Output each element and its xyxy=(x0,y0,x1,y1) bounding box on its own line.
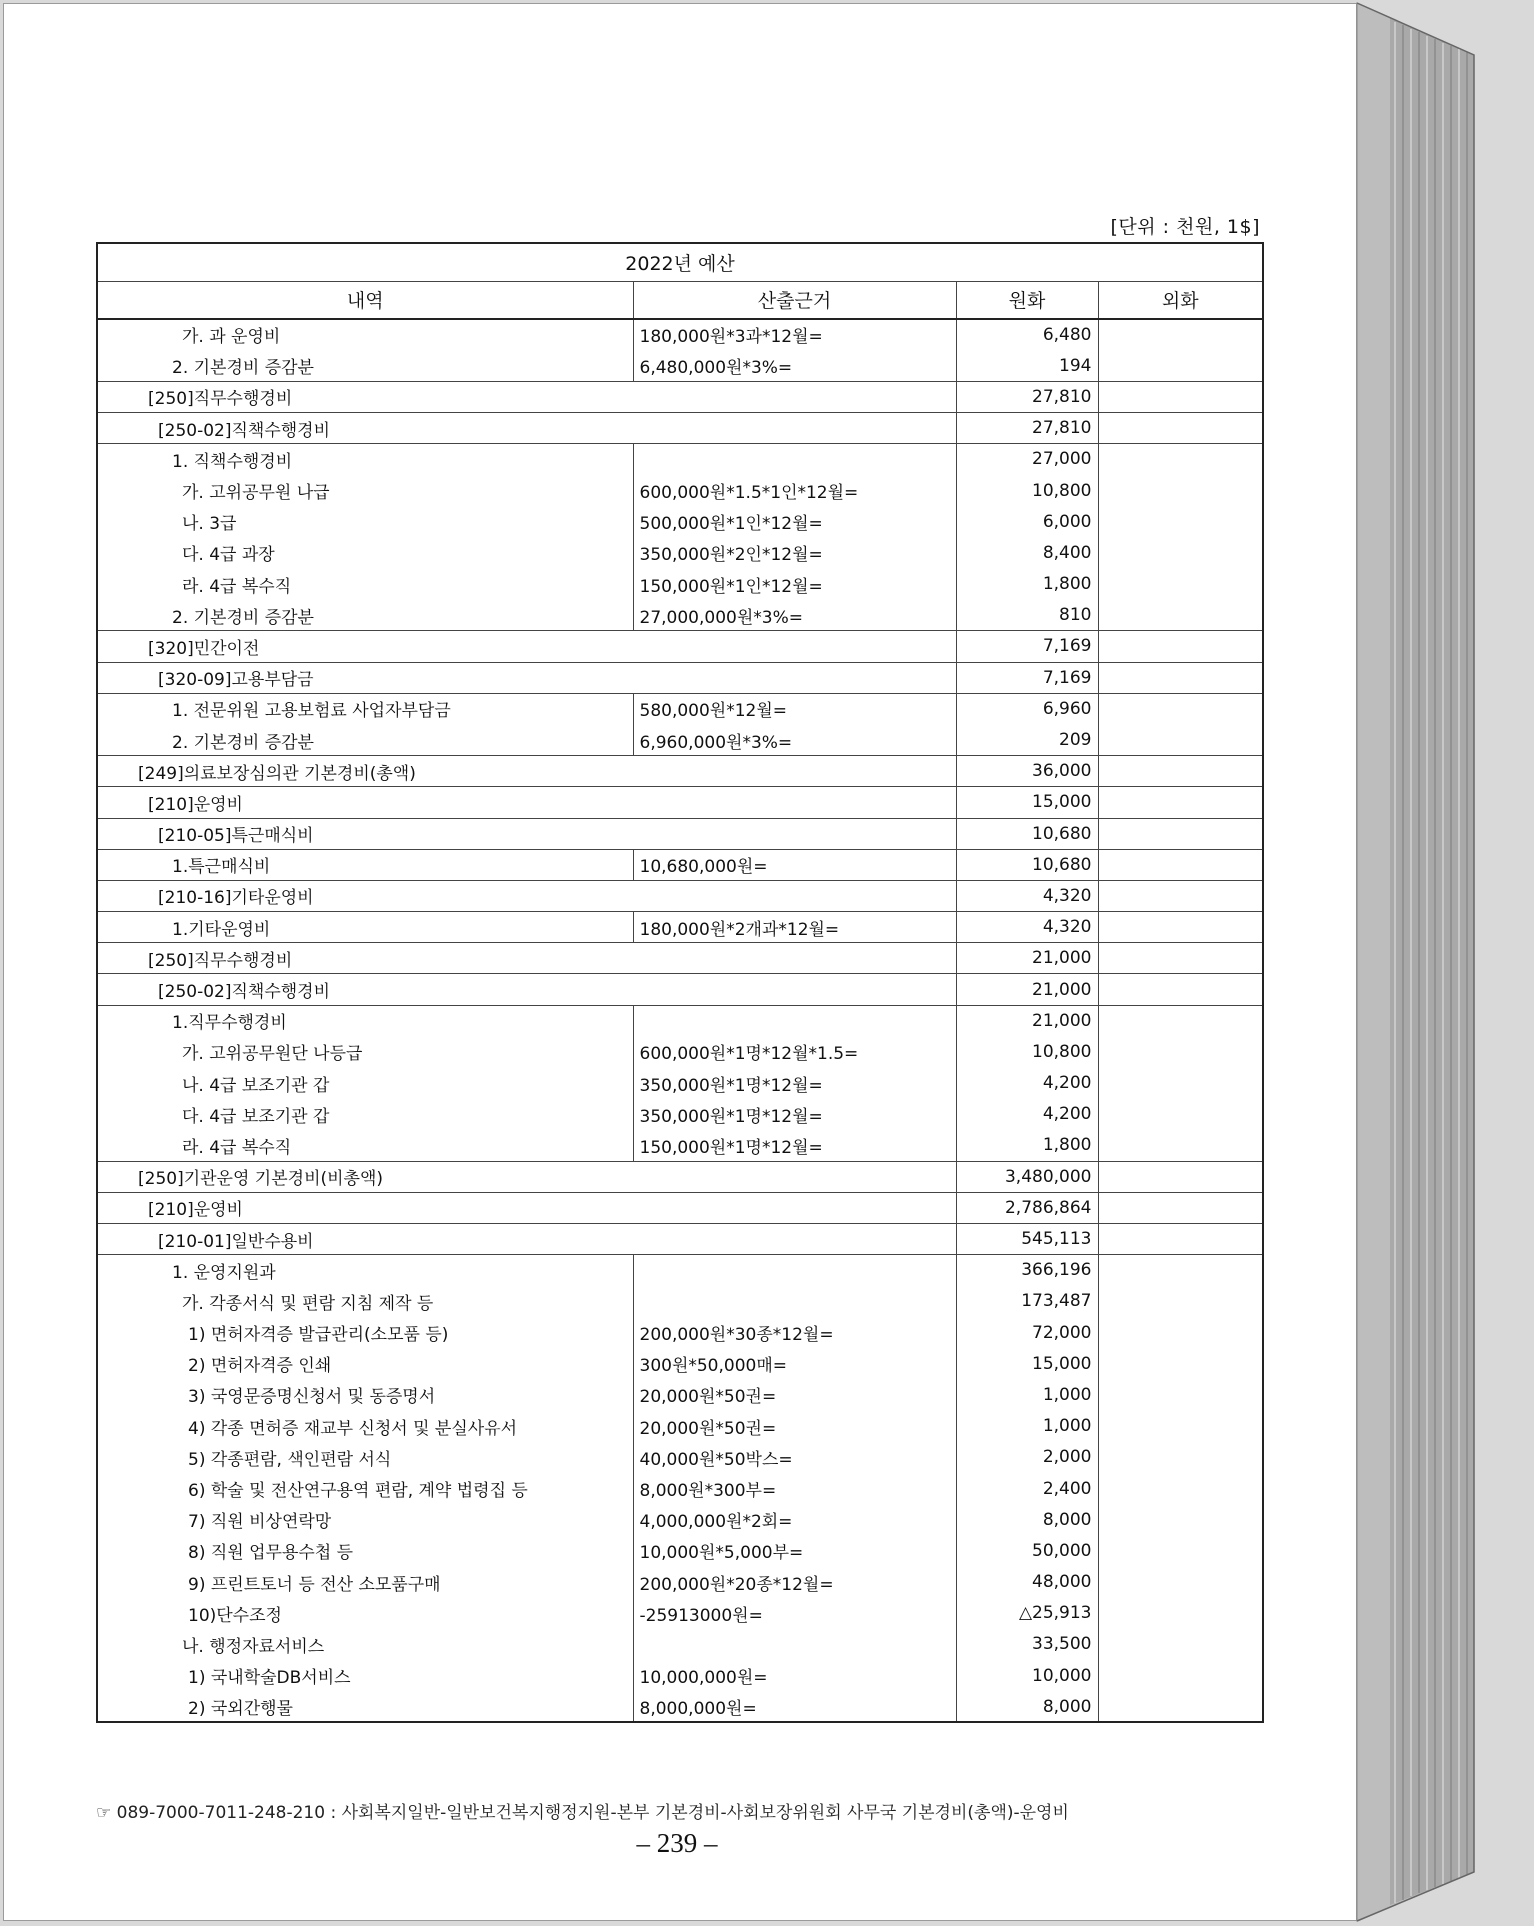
table-row xyxy=(97,1535,1263,1566)
table-row xyxy=(97,1411,1263,1442)
table-row xyxy=(97,662,1263,693)
row-basis: 10,000,000원= xyxy=(633,1660,956,1691)
row-krw: 1,000 xyxy=(956,1379,1098,1410)
row-basis: 500,000원*1인*12월= xyxy=(633,506,956,537)
row-fx xyxy=(1098,943,1263,974)
table-row xyxy=(97,1691,1263,1722)
row-basis: 180,000원*3과*12월= xyxy=(633,319,956,350)
row-item: [250]직무수행경비 xyxy=(97,381,956,412)
row-basis: -25913000원= xyxy=(633,1598,956,1629)
row-basis xyxy=(633,1255,956,1286)
row-fx xyxy=(1098,1130,1263,1161)
table-row xyxy=(97,475,1263,506)
column-header-fx: 외화 xyxy=(1098,281,1263,319)
table-row xyxy=(97,1223,1263,1254)
row-krw: 3,480,000 xyxy=(956,1161,1098,1192)
table-row xyxy=(97,1005,1263,1036)
row-basis: 350,000원*1명*12월= xyxy=(633,1099,956,1130)
row-fx xyxy=(1098,1068,1263,1099)
row-krw: 7,169 xyxy=(956,631,1098,662)
row-item: 라. 4급 복수직 xyxy=(97,569,633,600)
unit-note: [단위 : 천원, 1$] xyxy=(1110,216,1260,238)
row-item: 다. 4급 과장 xyxy=(97,537,633,568)
table-row xyxy=(97,1255,1263,1286)
table-row xyxy=(97,1629,1263,1660)
row-basis: 350,000원*1명*12월= xyxy=(633,1068,956,1099)
row-item: 2. 기본경비 증감분 xyxy=(97,724,633,755)
row-item: [210]운영비 xyxy=(97,1192,956,1223)
row-item: 나. 행정자료서비스 xyxy=(97,1629,633,1660)
row-fx xyxy=(1098,1442,1263,1473)
table-row xyxy=(97,1036,1263,1067)
row-fx xyxy=(1098,724,1263,755)
row-krw: 21,000 xyxy=(956,943,1098,974)
row-fx xyxy=(1098,693,1263,724)
table-title: 2022년 예산 xyxy=(97,243,1263,281)
row-krw: 7,169 xyxy=(956,662,1098,693)
row-fx xyxy=(1098,1473,1263,1504)
row-fx xyxy=(1098,1691,1263,1722)
row-fx xyxy=(1098,1535,1263,1566)
row-basis: 10,680,000원= xyxy=(633,849,956,880)
row-fx xyxy=(1098,787,1263,818)
row-item: 6) 학술 및 전산연구용역 편람, 계약 법령집 등 xyxy=(97,1473,633,1504)
table-row xyxy=(97,1348,1263,1379)
row-krw: 2,400 xyxy=(956,1473,1098,1504)
row-item: 1.기타운영비 xyxy=(97,912,633,943)
table-row xyxy=(97,1473,1263,1504)
table-row xyxy=(97,756,1263,787)
table-row xyxy=(97,818,1263,849)
row-fx xyxy=(1098,1660,1263,1691)
budget-table xyxy=(96,242,1264,1723)
row-item: 2) 국외간행물 xyxy=(97,1691,633,1722)
table-row xyxy=(97,506,1263,537)
table-row xyxy=(97,413,1263,444)
row-fx xyxy=(1098,818,1263,849)
row-fx xyxy=(1098,880,1263,911)
row-krw: 4,200 xyxy=(956,1068,1098,1099)
row-item: 7) 직원 비상연락망 xyxy=(97,1504,633,1535)
table-row xyxy=(97,444,1263,475)
row-basis: 6,480,000원*3%= xyxy=(633,350,956,381)
table-row xyxy=(97,569,1263,600)
table-row xyxy=(97,319,1263,350)
footnote: ☞ 089-7000-7011-248-210 : 사회복지일반-일반보건복지행정지원-본부 기본경비-사회보장위원회 사무국 기본경비(총액)-운영비 xyxy=(96,1803,1069,1823)
table-row xyxy=(97,1442,1263,1473)
row-item: [210]운영비 xyxy=(97,787,956,818)
table-row xyxy=(97,1504,1263,1535)
table-row xyxy=(97,849,1263,880)
row-krw: 27,810 xyxy=(956,381,1098,412)
row-item: 2. 기본경비 증감분 xyxy=(97,350,633,381)
row-basis: 150,000원*1인*12월= xyxy=(633,569,956,600)
row-fx xyxy=(1098,350,1263,381)
table-row xyxy=(97,631,1263,662)
row-item: 5) 각종편람, 색인편람 서식 xyxy=(97,1442,633,1473)
row-item: 1. 전문위원 고용보험료 사업자부담금 xyxy=(97,693,633,724)
row-fx xyxy=(1098,569,1263,600)
row-item: [250]직무수행경비 xyxy=(97,943,956,974)
row-krw: 10,680 xyxy=(956,849,1098,880)
row-item: [210-05]특근매식비 xyxy=(97,818,956,849)
row-krw: 72,000 xyxy=(956,1317,1098,1348)
row-basis: 10,000원*5,000부= xyxy=(633,1535,956,1566)
row-item: [250]기관운영 기본경비(비총액) xyxy=(97,1161,956,1192)
row-fx xyxy=(1098,756,1263,787)
table-row xyxy=(97,1161,1263,1192)
row-krw: 366,196 xyxy=(956,1255,1098,1286)
row-item: [250-02]직책수행경비 xyxy=(97,974,956,1005)
row-krw: 6,000 xyxy=(956,506,1098,537)
row-item: 1.직무수행경비 xyxy=(97,1005,633,1036)
table-row xyxy=(97,912,1263,943)
row-item: 10)단수조정 xyxy=(97,1598,633,1629)
row-item: 가. 고위공무원 나급 xyxy=(97,475,633,506)
row-fx xyxy=(1098,1411,1263,1442)
row-item: 나. 4급 보조기관 갑 xyxy=(97,1068,633,1099)
row-fx xyxy=(1098,1629,1263,1660)
row-item: [250-02]직책수행경비 xyxy=(97,413,956,444)
row-fx xyxy=(1098,974,1263,1005)
row-item: 2) 면허자격증 인쇄 xyxy=(97,1348,633,1379)
row-item: 1. 직책수행경비 xyxy=(97,444,633,475)
table-row xyxy=(97,537,1263,568)
row-krw: 8,000 xyxy=(956,1691,1098,1722)
table-row xyxy=(97,1068,1263,1099)
row-item: 8) 직원 업무용수첩 등 xyxy=(97,1535,633,1566)
row-item: 다. 4급 보조기관 갑 xyxy=(97,1099,633,1130)
row-krw: 1,000 xyxy=(956,1411,1098,1442)
row-basis: 20,000원*50권= xyxy=(633,1411,956,1442)
row-krw: 2,786,864 xyxy=(956,1192,1098,1223)
row-fx xyxy=(1098,1348,1263,1379)
row-basis: 180,000원*2개과*12월= xyxy=(633,912,956,943)
row-krw: 4,320 xyxy=(956,912,1098,943)
table-row xyxy=(97,1567,1263,1598)
row-krw: 209 xyxy=(956,724,1098,755)
row-basis: 6,960,000원*3%= xyxy=(633,724,956,755)
row-fx xyxy=(1098,1504,1263,1535)
row-item: 1.특근매식비 xyxy=(97,849,633,880)
row-basis xyxy=(633,1629,956,1660)
row-fx xyxy=(1098,1192,1263,1223)
row-fx xyxy=(1098,1286,1263,1317)
row-fx xyxy=(1098,444,1263,475)
table-row xyxy=(97,1379,1263,1410)
table-row xyxy=(97,943,1263,974)
row-basis: 350,000원*2인*12월= xyxy=(633,537,956,568)
table-row xyxy=(97,880,1263,911)
row-fx xyxy=(1098,662,1263,693)
row-item: [320]민간이전 xyxy=(97,631,956,662)
row-item: 1) 국내학술DB서비스 xyxy=(97,1660,633,1691)
table-row xyxy=(97,1598,1263,1629)
row-basis: 600,000원*1명*12월*1.5= xyxy=(633,1036,956,1067)
row-item: 라. 4급 복수직 xyxy=(97,1130,633,1161)
row-item: [210-01]일반수용비 xyxy=(97,1223,956,1254)
row-krw: 10,800 xyxy=(956,1036,1098,1067)
row-fx xyxy=(1098,1567,1263,1598)
row-item: [210-16]기타운영비 xyxy=(97,880,956,911)
row-fx xyxy=(1098,381,1263,412)
row-item: 나. 3급 xyxy=(97,506,633,537)
row-krw: 194 xyxy=(956,350,1098,381)
row-fx xyxy=(1098,413,1263,444)
row-krw: 2,000 xyxy=(956,1442,1098,1473)
row-krw: 21,000 xyxy=(956,974,1098,1005)
row-krw: 173,487 xyxy=(956,1286,1098,1317)
row-fx xyxy=(1098,1255,1263,1286)
table-row xyxy=(97,693,1263,724)
table-row xyxy=(97,724,1263,755)
row-fx xyxy=(1098,1161,1263,1192)
row-basis: 200,000원*20종*12월= xyxy=(633,1567,956,1598)
table-row xyxy=(97,1317,1263,1348)
row-item: 1) 면허자격증 발급관리(소모품 등) xyxy=(97,1317,633,1348)
table-row xyxy=(97,787,1263,818)
page-number: – 239 – xyxy=(636,1828,718,1858)
row-basis: 4,000,000원*2회= xyxy=(633,1504,956,1535)
row-basis: 300원*50,000매= xyxy=(633,1348,956,1379)
row-item: 가. 과 운영비 xyxy=(97,319,633,350)
row-krw: 27,000 xyxy=(956,444,1098,475)
row-fx xyxy=(1098,631,1263,662)
row-krw: 1,800 xyxy=(956,569,1098,600)
row-item: 가. 각종서식 및 편람 지침 제작 등 xyxy=(97,1286,633,1317)
row-fx xyxy=(1098,1379,1263,1410)
row-item: 3) 국영문증명신청서 및 동증명서 xyxy=(97,1379,633,1410)
row-fx xyxy=(1098,1005,1263,1036)
row-fx xyxy=(1098,1598,1263,1629)
row-krw: 6,960 xyxy=(956,693,1098,724)
row-basis xyxy=(633,1286,956,1317)
row-krw: 48,000 xyxy=(956,1567,1098,1598)
row-krw: 810 xyxy=(956,600,1098,631)
row-item: [249]의료보장심의관 기본경비(총액) xyxy=(97,756,956,787)
row-krw: 10,680 xyxy=(956,818,1098,849)
row-fx xyxy=(1098,506,1263,537)
row-item: 가. 고위공무원단 나등급 xyxy=(97,1036,633,1067)
row-basis: 150,000원*1명*12월= xyxy=(633,1130,956,1161)
row-krw: 33,500 xyxy=(956,1629,1098,1660)
row-fx xyxy=(1098,1317,1263,1348)
table-row xyxy=(97,1660,1263,1691)
row-basis: 20,000원*50권= xyxy=(633,1379,956,1410)
table-row xyxy=(97,1099,1263,1130)
row-krw: △25,913 xyxy=(956,1598,1098,1629)
row-item: 2. 기본경비 증감분 xyxy=(97,600,633,631)
row-item: 4) 각종 면허증 재교부 신청서 및 분실사유서 xyxy=(97,1411,633,1442)
row-krw: 50,000 xyxy=(956,1535,1098,1566)
table-row xyxy=(97,974,1263,1005)
row-krw: 21,000 xyxy=(956,1005,1098,1036)
table-row xyxy=(97,1286,1263,1317)
row-krw: 6,480 xyxy=(956,319,1098,350)
row-basis: 580,000원*12월= xyxy=(633,693,956,724)
row-item: 9) 프린트토너 등 전산 소모품구매 xyxy=(97,1567,633,1598)
row-krw: 545,113 xyxy=(956,1223,1098,1254)
column-header-basis: 산출근거 xyxy=(633,281,956,319)
row-fx xyxy=(1098,912,1263,943)
row-basis: 8,000원*300부= xyxy=(633,1473,956,1504)
row-fx xyxy=(1098,849,1263,880)
column-header-krw: 원화 xyxy=(956,281,1098,319)
row-krw: 27,810 xyxy=(956,413,1098,444)
table-row xyxy=(97,1192,1263,1223)
row-fx xyxy=(1098,475,1263,506)
row-krw: 15,000 xyxy=(956,1348,1098,1379)
row-basis xyxy=(633,444,956,475)
row-krw: 10,800 xyxy=(956,475,1098,506)
row-item: 1. 운영지원과 xyxy=(97,1255,633,1286)
row-basis: 8,000,000원= xyxy=(633,1691,956,1722)
row-fx xyxy=(1098,1099,1263,1130)
table-row xyxy=(97,381,1263,412)
row-basis: 600,000원*1.5*1인*12월= xyxy=(633,475,956,506)
row-basis: 27,000,000원*3%= xyxy=(633,600,956,631)
row-basis: 200,000원*30종*12월= xyxy=(633,1317,956,1348)
row-krw: 15,000 xyxy=(956,787,1098,818)
row-fx xyxy=(1098,1223,1263,1254)
row-fx xyxy=(1098,600,1263,631)
row-krw: 4,320 xyxy=(956,880,1098,911)
row-item: [320-09]고용부담금 xyxy=(97,662,956,693)
row-krw: 1,800 xyxy=(956,1130,1098,1161)
row-fx xyxy=(1098,319,1263,350)
row-krw: 8,000 xyxy=(956,1504,1098,1535)
column-header-item: 내역 xyxy=(97,281,633,319)
row-basis: 40,000원*50박스= xyxy=(633,1442,956,1473)
row-fx xyxy=(1098,537,1263,568)
row-krw: 10,000 xyxy=(956,1660,1098,1691)
row-basis xyxy=(633,1005,956,1036)
row-krw: 36,000 xyxy=(956,756,1098,787)
table-body xyxy=(97,319,1263,1722)
table-row xyxy=(97,600,1263,631)
row-krw: 4,200 xyxy=(956,1099,1098,1130)
table-row xyxy=(97,1130,1263,1161)
row-krw: 8,400 xyxy=(956,537,1098,568)
row-fx xyxy=(1098,1036,1263,1067)
table-row xyxy=(97,350,1263,381)
